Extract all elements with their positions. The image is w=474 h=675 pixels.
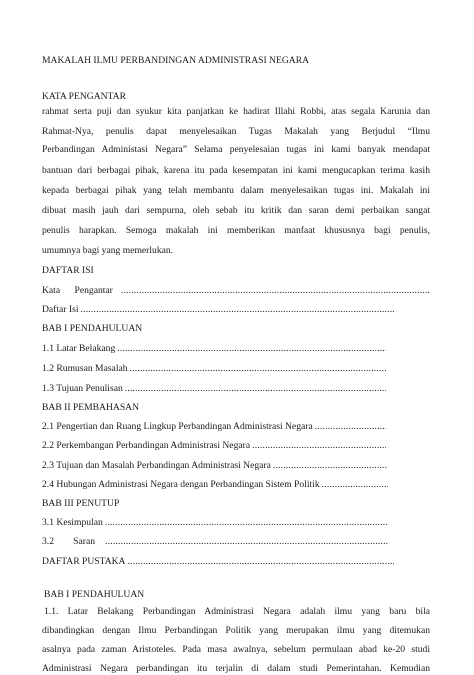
paragraph-line: 1.1. Latar Belakang Perbandingan Administrasi Negara adalah ilmu yang baru bila bbox=[44, 606, 430, 617]
toc-entry bbox=[42, 517, 388, 529]
toc-leader-dots bbox=[315, 421, 386, 433]
toc-leader-dots bbox=[105, 517, 388, 529]
toc-leader-dots bbox=[125, 383, 386, 395]
daftar-isi-heading: DAFTAR ISI bbox=[42, 265, 94, 276]
paragraph-line: Administrasi Negara perbandingan itu terjalin di dalam studi Pemerintahan. Kemudian bbox=[42, 663, 430, 674]
toc-label: 2.3 Tujuan dan Masalah Perbandingan Administrasi Negara bbox=[42, 460, 271, 471]
toc-label: DAFTAR PUSTAKA bbox=[42, 556, 126, 567]
toc-chapter-heading: BAB III PENUTUP bbox=[42, 498, 120, 509]
paragraph-line: Perbandingan Administasi Negara” Selama penyelesaian tugas ini kami banyak mendapat bbox=[42, 144, 430, 155]
toc-entry bbox=[42, 304, 394, 316]
toc-leader-dots bbox=[322, 479, 388, 491]
paragraph-line: dibandingkan dengan Ilmu Perbandingan Politik yang merupakan ilmu yang ditemukan bbox=[42, 625, 430, 636]
paragraph-line: penulis harapkan. Semoga makalah ini memberikan manfaat khususnya bagi penulis, bbox=[42, 225, 430, 236]
toc-entry bbox=[42, 421, 386, 433]
paragraph-line: umumnya bagi yang memerlukan. bbox=[42, 245, 174, 256]
toc-label: Daftar Isi bbox=[42, 304, 79, 315]
toc-label: 1.2 Rumusan Masalah bbox=[42, 363, 128, 374]
toc-entry bbox=[42, 479, 388, 491]
toc-label: 2.2 Perkembangan Perbandingan Administrasi Negara bbox=[42, 440, 251, 451]
toc-leader-dots bbox=[121, 285, 430, 297]
paragraph-line: dibuat masih jauh dari sempurna, oleh sebab itu kritik dan saran demi perbaikan sangat bbox=[42, 205, 430, 216]
toc-label: 1.1 Latar Belakang bbox=[42, 343, 116, 354]
toc-label: 2.1 Pengertian dan Ruang Lingkup Perbandingan Administrasi Negara bbox=[42, 421, 313, 432]
toc-label: 3.1 Kesimpulan bbox=[42, 517, 103, 528]
toc-entry bbox=[42, 556, 394, 568]
toc-label: 2.4 Hubungan Administrasi Negara dengan Perbandingan Sistem Politik bbox=[42, 479, 320, 490]
toc-leader-dots bbox=[128, 556, 395, 568]
paragraph-line: Rahmat-Nya, penulis dapat menyelesaikan Tugas Makalah yang Berjudul “Ilmu bbox=[42, 126, 430, 137]
kata-pengantar-heading: KATA PENGANTAR bbox=[42, 91, 127, 102]
toc-entry bbox=[42, 383, 386, 395]
toc-leader-dots bbox=[252, 440, 386, 452]
paragraph-line: rahmat serta puji dan syukur kita panjatkan ke hadirat Illahi Robbi, atas segala Karunia dan bbox=[42, 106, 430, 117]
toc-leader-dots bbox=[105, 536, 388, 548]
paragraph-line: bantuan dari berbagai pihak, karena itu pada kesempatan ini kami mengucapkan terima kasih bbox=[42, 165, 430, 176]
toc-label: Kata Pengantar bbox=[42, 285, 113, 296]
toc-entry bbox=[42, 343, 386, 355]
toc-leader-dots bbox=[130, 363, 386, 375]
toc-label: 1.3 Tujuan Penulisan bbox=[42, 383, 123, 394]
toc-leader-dots bbox=[81, 304, 395, 316]
toc-entry bbox=[42, 536, 388, 548]
paragraph-line: asalnya pada zaman Aristoteles. Pada masa awalnya, sebelum permulaan abad ke-20 studi bbox=[42, 644, 430, 655]
paragraph-line: kepada berbagai pihak yang telah membantu dalam menyelesaikan tugas ini. Makalah ini bbox=[42, 185, 430, 196]
toc-leader-dots bbox=[117, 343, 386, 355]
toc-label: 3.2 Saran bbox=[42, 536, 96, 547]
toc-chapter-heading: BAB I PENDAHULUAN bbox=[42, 323, 143, 334]
toc-leader-dots bbox=[273, 460, 388, 472]
document-title: MAKALAH ILMU PERBANDINGAN ADMINISTRASI NEGARA bbox=[42, 55, 310, 66]
toc-chapter-heading: BAB II PEMBAHASAN bbox=[42, 402, 140, 413]
toc-entry bbox=[42, 363, 386, 375]
toc-entry bbox=[42, 440, 386, 452]
toc-entry bbox=[42, 285, 430, 297]
bab1-heading: BAB I PENDAHULUAN bbox=[44, 589, 145, 600]
toc-entry bbox=[42, 460, 388, 472]
